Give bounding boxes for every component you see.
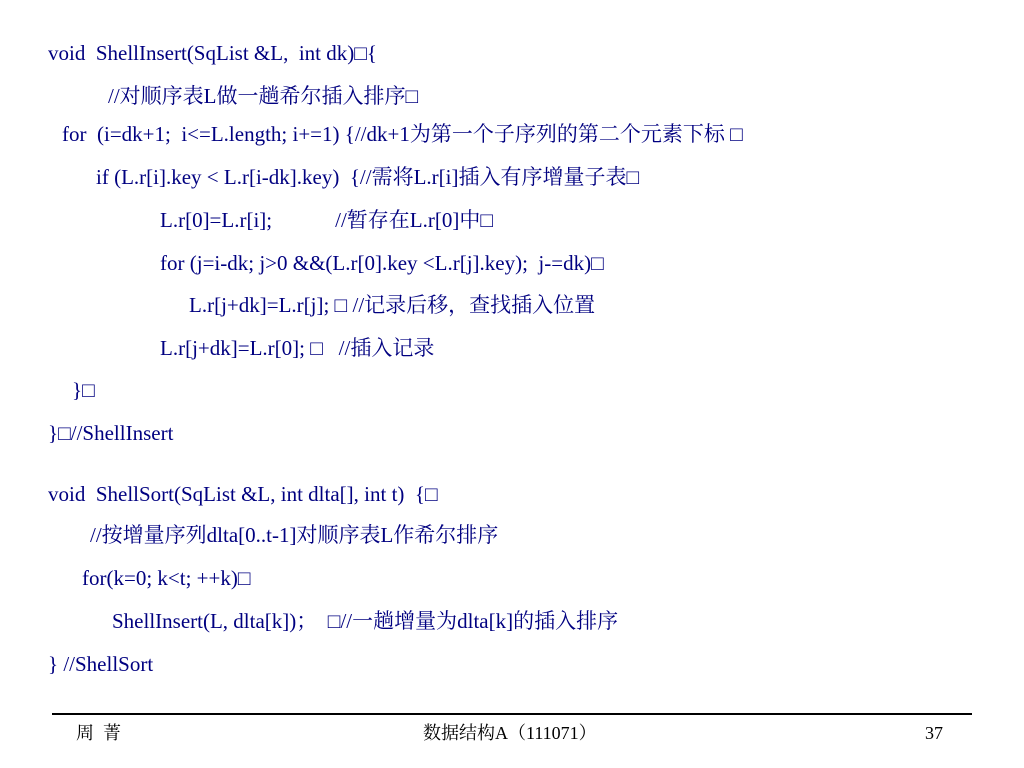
code-comment-line: //按增量序列dlta[0..t-1]对顺序表L作希尔排序 xyxy=(90,523,499,547)
code-line: for (j=i-dk; j>0 &&(L.r[0].key <L.r[j].key); j-=dk)□ xyxy=(160,251,604,275)
code-line: for(k=0; k<t; ++k)□ xyxy=(82,566,251,590)
code-line: L.r[j+dk]=L.r[0]; □ //插入记录 xyxy=(160,336,435,360)
footer-author: 周 菁 xyxy=(76,723,121,743)
code-comment-line: //对顺序表L做一趟希尔插入排序□ xyxy=(108,84,419,108)
code-line: void ShellInsert(SqList &L, int dk)□{ xyxy=(48,41,377,65)
footer-course-title: 数据结构A（111071） xyxy=(423,723,597,743)
footer-page-number: 37 xyxy=(925,723,943,743)
code-line: L.r[0]=L.r[i]; //暂存在L.r[0]中□ xyxy=(160,208,494,232)
code-line: } //ShellSort xyxy=(48,652,154,676)
code-line: ShellInsert(L, dlta[k])； □//一趟增量为dlta[k]的插入排序 xyxy=(112,609,619,633)
code-line: L.r[j+dk]=L.r[j]; □ //记录后移，查找插入位置 xyxy=(189,293,596,317)
code-line: }□//ShellInsert xyxy=(48,421,174,445)
code-line: for (i=dk+1; i<=L.length; i+=1) {//dk+1为第一个子序列的第二个元素下标 □ xyxy=(62,122,743,146)
code-line: }□ xyxy=(72,378,95,402)
code-line: void ShellSort(SqList &L, int dlta[], int t) {□ xyxy=(48,482,438,506)
footer-divider xyxy=(52,713,972,715)
code-line: if (L.r[i].key < L.r[i-dk].key) {//需将L.r[i]插入有序增量子表□ xyxy=(96,165,640,189)
